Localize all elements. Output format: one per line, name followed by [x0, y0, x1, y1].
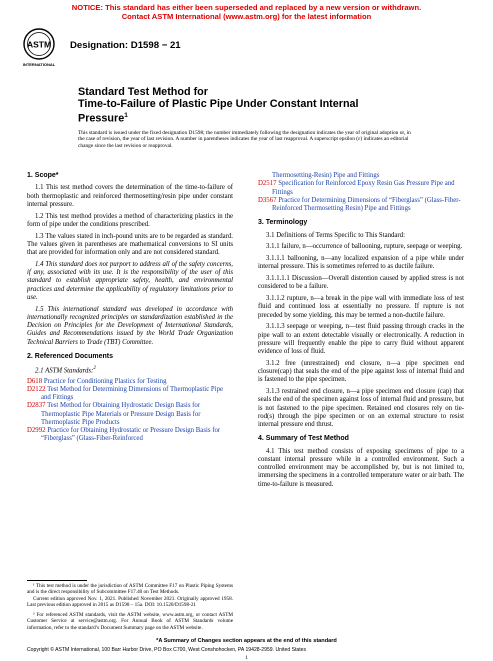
ref-d2122[interactable]	[27, 386, 233, 403]
title-line-2: Time-to-Failure of Plastic Pipe Under Constant Internal	[78, 98, 359, 111]
footnote-2: ² For referenced ASTM standards, visit the ASTM website, www.astm.org, or contact ASTM Customer Service at service@astm.org. For Annual Book of ASTM Standards volume information, refer to the standard’s Document Summary page on the ASTM website.	[27, 612, 233, 631]
summary-of-changes-note: *A Summary of Changes section appears at the end of this standard	[156, 638, 337, 644]
astm-standards-mark: 2	[93, 366, 96, 371]
ref-code: D2992	[27, 427, 46, 435]
ref-title: Test Method for Determining Dimensions of Thermoplastic Pipe and Fittings	[41, 385, 223, 402]
scope-heading: 1. Scope*	[27, 172, 59, 179]
ref-d2992[interactable]	[27, 427, 233, 444]
withdrawal-notice	[0, 3, 493, 21]
ref-title: Specification for Reinforced Epoxy Resin Gas Pressure Pipe and Fittings	[272, 180, 455, 196]
ref-code: D3567	[258, 196, 277, 204]
para-1-5: 1.5 This international standard was developed in accordance with internationally recognized principles on standardization established in the Decision on Principles for the Development of International Standards, Guides and Recommendations issued by the World Trade Organization Technical Barriers to Trade (TBT) Committee.	[27, 305, 233, 346]
ref-d3567[interactable]	[258, 197, 464, 214]
para-3-1: 3.1 Definitions of Terms Specific to This Standard:	[266, 231, 405, 239]
astm-standards-label: 2.1 ASTM Standards:	[35, 367, 94, 375]
para-1-4: 1.4 This standard does not purport to address all of the safety concerns, if any, associated with its use. It is the responsibility of the user of this standard to establish appropriate safety, health, and environmental practices and determine the applicability of regulatory limitations prior to use.	[27, 260, 233, 301]
refs-heading: 2. Referenced Documents	[27, 352, 113, 360]
footnote-1: ¹ This test method is under the jurisdiction of ASTM Committee F17 on Plastic Piping Systems and is the direct responsibility of Subcommittee F17.40 on Test Methods.	[27, 583, 233, 596]
left-column	[27, 172, 233, 444]
ref-title: Thermosetting-Resin) Pipe and Fittings	[272, 172, 380, 179]
footnote-1-edition: Current edition approved Nov. 1, 2021. Published November 2021. Originally approved 1958. Last previous edition approved in 2015 as D1598 – 15a. DOI: 10.1520/D1598-21	[27, 596, 233, 609]
ref-title: Test Method for Obtaining Hydrostatic Design Basis for Thermoplastic Pipe Materials or Pressure Design Basis for Thermoplastic Pipe Products	[41, 402, 201, 426]
para-3-1-2: 3.1.2 free (unrestrained) end closure, n—a pipe specimen end closure(cap) that seals the end of the pipe against loss of internal fluid and is fastened to the pipe specimen.	[258, 359, 464, 384]
ref-code: D2122	[27, 385, 46, 393]
summary-heading: 4. Summary of Test Method	[258, 435, 349, 443]
para-3-1-3: 3.1.3 restrained end closure, n—a pipe specimen end closure (cap) that seals the end of the specimen against loss of internal fluid and pressure, but is not fastened to the pipe specimen. Retained end closures rely on tie-rod(s) through the pipe specimen or on an external structure to resist internal pressure end thrust.	[258, 388, 464, 428]
para-4-1: 4.1 This test method consists of exposing specimens of pipe to a constant internal pressure while in a controlled environment. Such a controlled environment may be accomplished by, but is not limited to, immersing the specimens in a controlled temperature water or air bath. The time-to-failure is measured.	[258, 447, 464, 488]
right-column	[258, 172, 464, 492]
ref-d2992-continued[interactable]	[258, 172, 464, 180]
para-1-1: 1.1 This test method covers the determination of the time-to-failure of both thermoplastic and reinforced thermosetting/resin pipe under constant internal pressure.	[27, 184, 233, 208]
document-title	[78, 86, 359, 125]
page-number: 1	[245, 655, 248, 661]
ref-d618[interactable]	[27, 378, 233, 386]
title-line-1: Standard Test Method for	[78, 86, 208, 98]
svg-text:ASTM: ASTM	[26, 39, 52, 50]
designation: Designation: D1598 − 21	[70, 40, 181, 51]
ref-title: Practice for Obtaining Hydrostatic or Pressure Design Basis for “Fiberglass” (Glass-Fiber-Reinforced	[41, 427, 221, 443]
terminology-heading: 3. Terminology	[258, 219, 308, 227]
ref-title: Practice for Conditioning Plastics for Testing	[43, 377, 167, 385]
para-3-1-1-3: 3.1.1.3 seepage or weeping, n—test fluid passing through cracks in the pipe wall to an extent detectable visually or electronically. A reduction in pressure will frequently enable the pipe to carry fluid without apparent evidence of loss of fluid.	[258, 323, 464, 355]
notice-line-1: NOTICE: This standard has either been superseded and replaced by a new version or withdrawn.	[71, 3, 422, 12]
para-1-3: 1.3 The values stated in inch-pound units are to be regarded as standard. The values given in parentheses are mathematical conversions to SI units that are provided for information only and are not considered standard.	[27, 232, 233, 256]
logo-wordmark: INTERNATIONAL	[22, 62, 56, 67]
para-3-1-1: 3.1.1 failure, n—occurrence of ballooning, rupture, seepage or weeping.	[266, 243, 463, 251]
title-footnote-mark: 1	[124, 112, 128, 120]
para-1-2: 1.2 This test method provides a method of characterizing plastics in the form of pipe under the conditions prescribed.	[27, 212, 233, 228]
astm-logo-icon	[21, 27, 57, 69]
ref-d2517[interactable]	[258, 180, 464, 197]
title-line-3: Pressure	[78, 113, 125, 125]
para-3-1-1-1-1: 3.1.1.1.1 Discussion—Overall distention caused by applied stress is not considered to be a failure.	[258, 275, 464, 291]
para-3-1-1-2: 3.1.1.2 rupture, n—a break in the pipe wall with immediate loss of test fluid and continued loss at essentially no pressure. If rupture is not preceded by some yielding, this may be termed a non-ductile failure.	[258, 295, 464, 319]
ref-d2837[interactable]	[27, 402, 233, 427]
notice-line-2: Contact ASTM International (www.astm.org) for the latest information	[121, 12, 372, 21]
copyright-line: Copyright © ASTM International, 100 Barr Harbor Drive, PO Box C700, West Conshohocken, PA 19428-2959. United States	[27, 647, 307, 653]
ref-code: D618	[27, 377, 43, 385]
designation-note: This standard is issued under the fixed designation D1598; the number immediately following the designation indicates the year of original adoption or, in the case of revision, the year of last revision. A number in parentheses indicates the year of last reapproval. A superscript epsilon (ε) indicates an editorial change since the last revision or reapproval.	[78, 130, 411, 149]
ref-code: D2517	[258, 180, 277, 188]
footnote-divider	[27, 580, 87, 581]
para-3-1-1-1: 3.1.1.1 ballooning, n—any localized expansion of a pipe while under internal pressure. This is sometimes referred to as ductile failure.	[258, 255, 464, 271]
ref-title: Practice for Determining Dimensions of “Fiberglass” (Glass-Fiber-Reinforced Thermosetting Resin) Pipe and Fittings	[272, 196, 461, 212]
ref-code: D2837	[27, 402, 46, 410]
